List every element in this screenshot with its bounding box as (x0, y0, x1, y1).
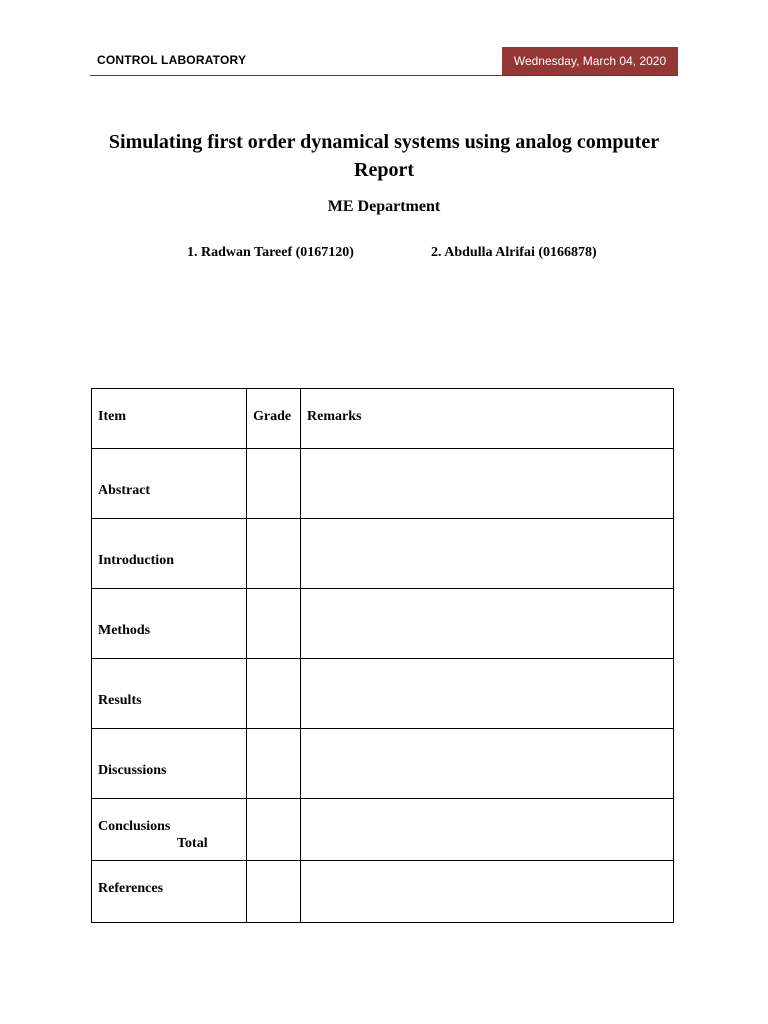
lab-name: CONTROL LABORATORY (97, 53, 247, 67)
row-item: Methods (92, 589, 247, 659)
header-remarks: Remarks (301, 389, 674, 449)
title-line-2: Report (354, 159, 414, 181)
total-label: Total (177, 836, 208, 851)
author-2: 2. Abdulla Alrifai (0166878) (431, 245, 597, 260)
row-item: Introduction (92, 519, 247, 589)
row-item: Abstract (92, 449, 247, 519)
table-row (92, 729, 674, 799)
author-1: 1. Radwan Tareef (0167120) (187, 245, 354, 260)
department: ME Department (327, 198, 441, 215)
report-title (90, 128, 678, 184)
row-remarks-cell[interactable] (301, 519, 674, 589)
row-item: Conclusions (92, 799, 247, 861)
row-grade-cell[interactable] (247, 799, 301, 861)
header-divider (90, 75, 678, 76)
row-grade-cell[interactable] (247, 659, 301, 729)
row-grade-cell[interactable] (247, 449, 301, 519)
header-item: Item (92, 389, 247, 449)
table-row (92, 519, 674, 589)
table-row (92, 861, 674, 923)
row-remarks-cell[interactable] (301, 659, 674, 729)
row-remarks-cell[interactable] (301, 729, 674, 799)
row-remarks-cell[interactable] (301, 449, 674, 519)
row-grade-cell[interactable] (247, 589, 301, 659)
row-item: Discussions (92, 729, 247, 799)
table-row (92, 659, 674, 729)
table-row (92, 589, 674, 659)
row-remarks-cell[interactable] (301, 861, 674, 923)
row-item: References (92, 861, 247, 923)
row-remarks-cell[interactable] (301, 799, 674, 861)
row-remarks-cell[interactable] (301, 589, 674, 659)
header-grade: Grade (247, 389, 301, 449)
title-line-1: Simulating first order dynamical systems using analog computer (108, 131, 660, 153)
row-grade-cell[interactable] (247, 729, 301, 799)
table-row (92, 449, 674, 519)
row-grade-cell[interactable] (247, 861, 301, 923)
row-item: Results (92, 659, 247, 729)
row-grade-cell[interactable] (247, 519, 301, 589)
table-header-row (92, 389, 674, 449)
date-badge: Wednesday, March 04, 2020 (502, 47, 678, 75)
